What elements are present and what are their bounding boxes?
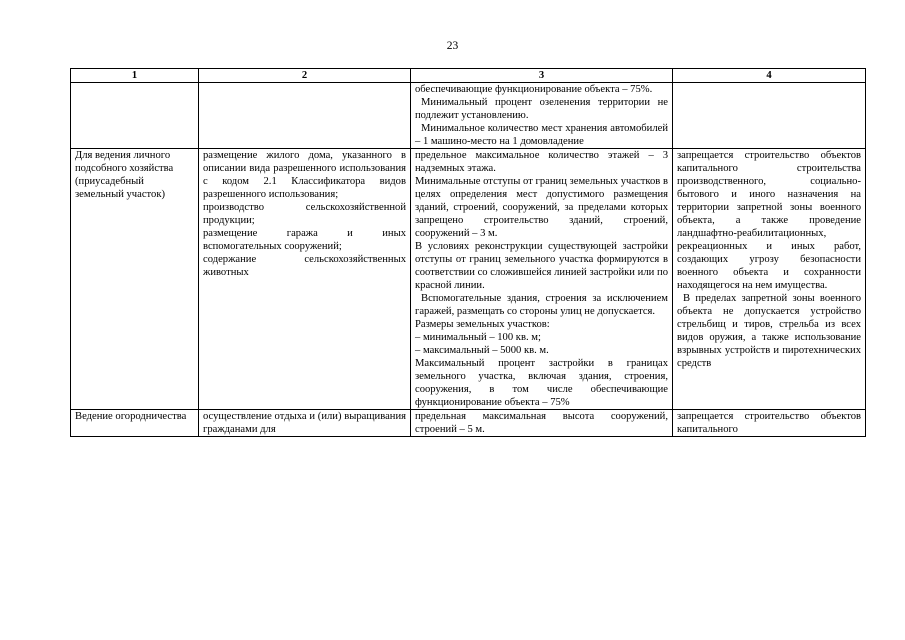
cell-paragraph: Вспомогательные здания, строения за исключением гаражей, размещать со стороны улиц не допускается. [415, 293, 668, 317]
cell-paragraph: производство сельскохозяйственной продукции; [203, 202, 406, 226]
column-header: 2 [199, 69, 411, 83]
regulations-table [70, 68, 866, 437]
column-header: 4 [673, 69, 866, 83]
table-cell [199, 149, 411, 410]
column-header: 3 [411, 69, 673, 83]
cell-paragraph: Размеры земельных участков: [415, 319, 550, 330]
table-row [71, 410, 866, 437]
cell-paragraph: В условиях реконструкции существующей застройки отступы от границ земельного участка формируются в соответствии со сложившейся линией застройки или по красной линии. [415, 241, 668, 291]
table-cell [199, 410, 411, 437]
table-cell [411, 83, 673, 149]
table-cell [71, 149, 199, 410]
cell-paragraph: размещение гаража и иных вспомогательных сооружений; [203, 228, 406, 252]
cell-paragraph: Максимальный процент застройки в границах земельного участка, включая здания, строения, сооружения, в том числе обеспечивающие функционирование объекта – 75% [415, 358, 668, 408]
cell-paragraph: запрещается строительство объектов капитального строительства производственного, социально-бытового и иного назначения на территории запретной зоны военного объекта, а также проведение ландшафтно-реабилитационных, рекреационных и иных работ, создающих угрозу безопасности военного объекта и сохранности находящегося на нем имущества. [677, 150, 861, 291]
table-cell [199, 83, 411, 149]
cell-paragraph: предельное максимальное количество этажей – 3 надземных этажа. [415, 150, 668, 174]
table-cell [411, 149, 673, 410]
table-header-row [71, 69, 866, 83]
table-cell [673, 83, 866, 149]
table-cell [673, 149, 866, 410]
table-row [71, 149, 866, 410]
table-cell [71, 83, 199, 149]
dash-list-item: – минимальный – 100 кв. м; [415, 331, 668, 344]
dash-list-item: – максимальный – 5000 кв. м. [415, 344, 668, 357]
table-row [71, 83, 866, 149]
land-use-type: Для ведения личного подсобного хозяйства (приусадебный земельный участок) [75, 150, 174, 200]
table-cell [71, 410, 199, 437]
cell-paragraph: предельная максимальная высота сооружений, строений – 5 м. [415, 411, 668, 435]
land-use-type: Ведение огородничества [75, 411, 187, 422]
cell-paragraph: обеспечивающие функционирование объекта – 75%. [415, 84, 653, 95]
cell-paragraph: В пределах запретной зоны военного объекта не допускается устройство стрельбищ и тиров, стрельба из всех видов оружия, а также использование взрывных устройств и пиротехнических средств [677, 293, 861, 369]
cell-paragraph: содержание сельскохозяйственных животных [203, 254, 406, 278]
cell-paragraph: размещение жилого дома, указанного в описании вида разрешенного использования с кодом 2.1 Классификатора видов разрешенного использования; [203, 150, 406, 200]
cell-paragraph: запрещается строительство объектов капитального [677, 411, 861, 435]
column-header: 1 [71, 69, 199, 83]
cell-paragraph: Минимальное количество мест хранения автомобилей – 1 машино-место на 1 домовладение [415, 123, 668, 147]
table-cell [411, 410, 673, 437]
page-number: 23 [446, 40, 459, 52]
cell-paragraph: осуществление отдыха и (или) выращивания гражданами для [203, 411, 406, 435]
cell-paragraph: Минимальные отступы от границ земельных участков в целях определения мест допустимого размещения зданий, строений, сооружений, за пределами которых запрещено строительство зданий, строений, сооружений – 3 м. [415, 176, 668, 239]
cell-paragraph: Минимальный процент озеленения территории не подлежит установлению. [415, 97, 668, 121]
table-cell [673, 410, 866, 437]
